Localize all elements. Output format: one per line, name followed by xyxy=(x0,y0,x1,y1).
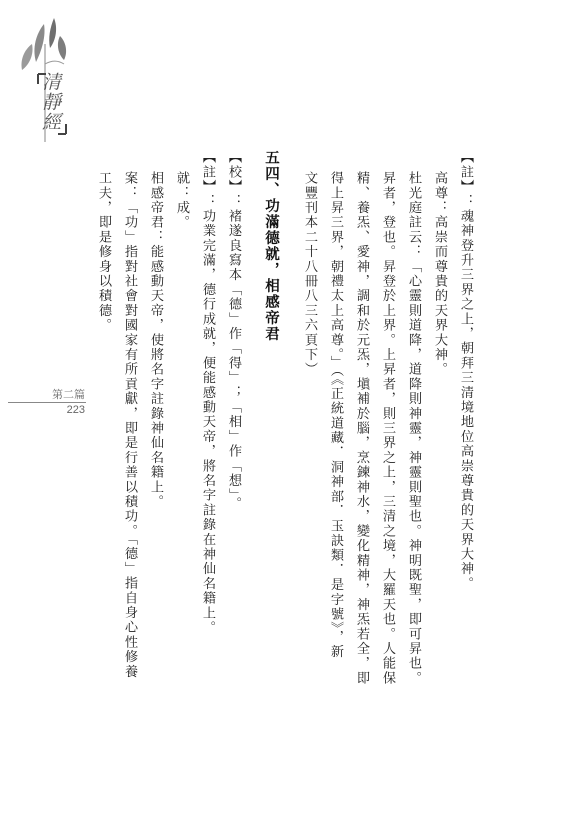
text-column: 高尊：高崇而尊貴的天界大神。 xyxy=(432,171,447,377)
vertical-text-body xyxy=(90,150,478,750)
text-column: 【校】：褚遂良寫本「德」作「得」；「相」作「想」。 xyxy=(226,150,241,511)
text-column: 昇者，登也。昇登於上界。上昇者，則三界之上，三清之境，大羅天也。人能保 xyxy=(380,171,395,686)
text-column: 案：「功」指對社會對國家有所貢獻，即是行善以積功。「德」指自身心性修養 xyxy=(122,171,137,679)
text-column: 相感帝君：能感動天帝，使將名字註錄神仙名籍上。 xyxy=(148,171,163,510)
text-column: 得上昇三界，朝禮太上高尊。」（《正統道藏．洞神部．玉訣類．是字號》，新 xyxy=(328,171,343,660)
chapter-label: 第二篇 xyxy=(52,389,85,401)
page-number: 223 xyxy=(66,404,85,416)
text-column: 文豐刊本二十八冊八三六頁下） xyxy=(302,171,317,377)
text-column: 就：成。 xyxy=(174,171,189,230)
book-title: 清靜經 xyxy=(39,72,61,132)
section-heading: 五四、功滿德就，相感帝君 xyxy=(263,150,279,342)
text-column: 【註】：功業完滿，德行成就，便能感動天帝，將名字註錄在神仙名籍上。 xyxy=(200,150,215,636)
text-column: 杜光庭註云：「心靈則道降，道降則神靈，神靈則聖也。神明既聖，即可昇也。 xyxy=(406,171,421,686)
text-column: 精、養炁、愛神，調和於元炁，塡補於腦，烹鍊神水，變化精神，神炁若全，即 xyxy=(354,171,369,686)
text-column: 工夫，即是修身以積德。 xyxy=(96,171,111,333)
side-divider xyxy=(8,402,86,403)
text-column: 【註】：魂神登升三界之上，朝拜三清境地位高崇尊貴的天界大神。 xyxy=(458,150,473,591)
